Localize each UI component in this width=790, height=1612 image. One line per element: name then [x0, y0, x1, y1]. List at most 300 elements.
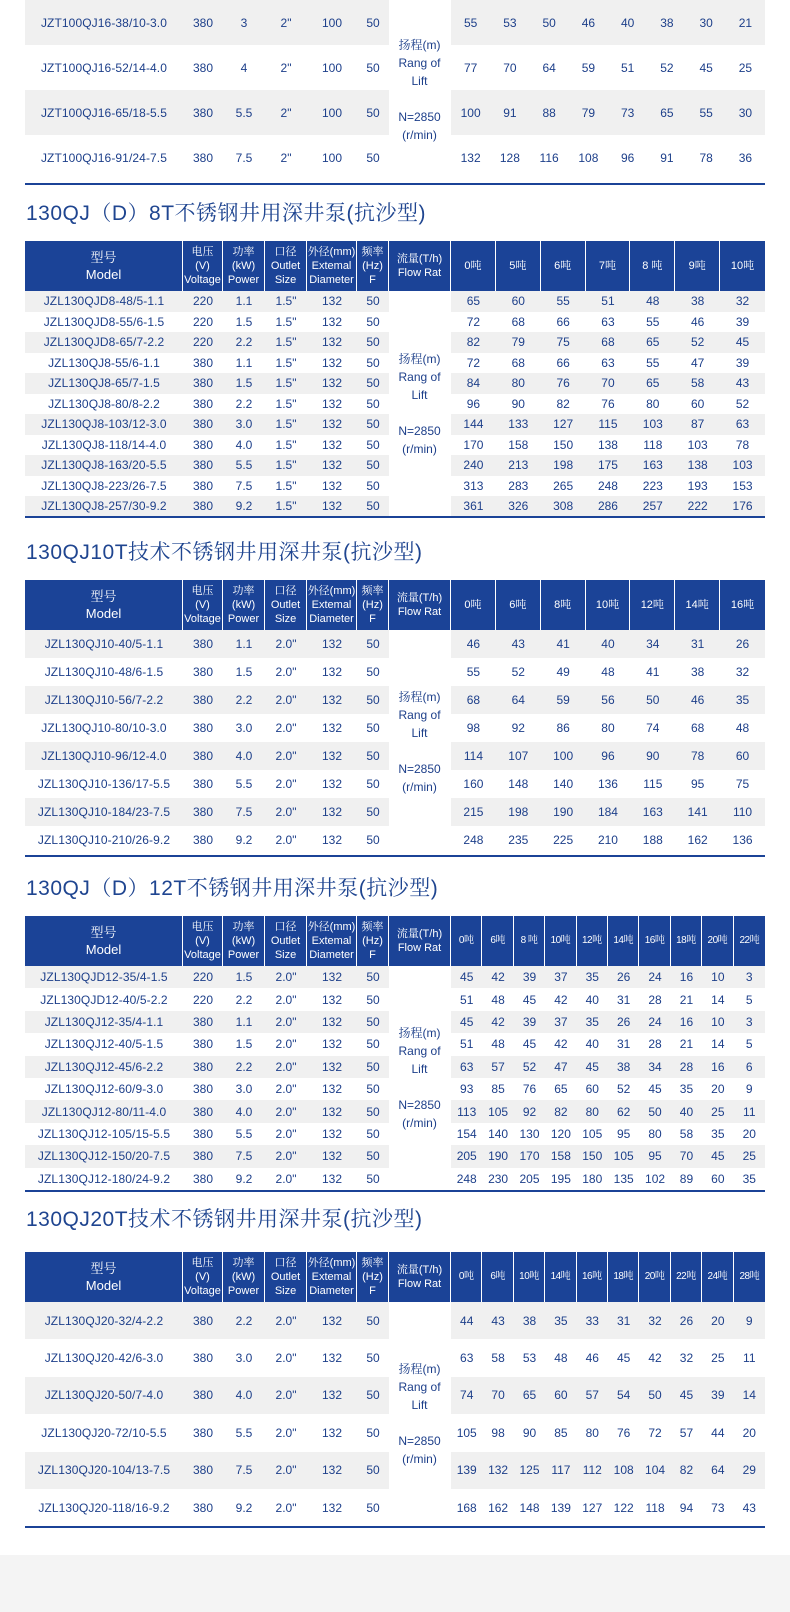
lift-label-line: 扬程(m) [398, 351, 441, 366]
header-text-line: Flow Rat [397, 606, 442, 618]
cell-diameter: 132 [307, 826, 357, 854]
cell-diameter: 132 [307, 332, 357, 353]
cell-lift-value: 138 [586, 435, 631, 456]
header-text-line: 口径 [274, 1257, 297, 1269]
header-text-line: (kW) [231, 1271, 256, 1283]
cell-lift-value: 70 [490, 45, 529, 90]
column-header-flow-rate: 0吨 [451, 916, 482, 966]
cell-diameter: 132 [307, 630, 357, 658]
lift-label-line: Rang of [398, 1043, 441, 1058]
cell-lift-value: 53 [514, 1339, 545, 1376]
header-text-line: (Hz) [362, 1271, 383, 1283]
cell-outlet: 1.5" [265, 291, 307, 312]
cell-outlet: 2.0" [265, 1011, 307, 1033]
cell-lift-value: 16 [671, 966, 702, 988]
cell-lift-value: 45 [720, 332, 765, 353]
cell-lift-value: 80 [577, 1100, 608, 1122]
cell-lift-value: 215 [451, 798, 496, 826]
cell-lift-value: 85 [482, 1078, 513, 1100]
lift-label-line: Rang of [398, 56, 441, 70]
cell-lift-value: 39 [720, 353, 765, 374]
cell-lift-value: 65 [630, 332, 675, 353]
cell-outlet: 1.5" [265, 373, 307, 394]
cell-lift-value: 72 [451, 353, 496, 374]
cell-lift-value: 51 [586, 291, 631, 312]
header-text-line: (Hz) [362, 935, 383, 947]
column-header-flow-rate: 12吨 [630, 580, 675, 630]
cell-lift-value: 38 [647, 0, 686, 45]
cell-lift-value: 257 [630, 496, 675, 517]
cell-lift-value: 14 [702, 1033, 733, 1055]
column-header-flow-rate: 22吨 [734, 916, 765, 966]
cell-hz: 50 [357, 630, 389, 658]
cell-power: 5.5 [223, 770, 265, 798]
cell-lift-value: 184 [586, 798, 631, 826]
cell-lift-value: 30 [726, 90, 765, 135]
column-header-flow-rate: 0吨 [451, 580, 496, 630]
cell-lift-value: 28 [639, 1033, 670, 1055]
column-header-flow-rate: 10吨 [545, 916, 576, 966]
cell-lift-value: 52 [675, 332, 720, 353]
cell-lift-value: 100 [451, 90, 490, 135]
table-header-row [25, 580, 765, 630]
cell-power: 1.1 [223, 630, 265, 658]
cell-hz: 50 [357, 1078, 389, 1100]
cell-lift-value: 133 [496, 414, 541, 435]
cell-lift-value: 92 [496, 714, 541, 742]
cell-lift-value: 54 [608, 1377, 639, 1414]
cell-voltage: 220 [183, 966, 223, 988]
cell-voltage: 380 [183, 1302, 223, 1339]
cell-lift-value: 51 [451, 1033, 482, 1055]
cell-diameter: 132 [307, 686, 357, 714]
column-header-diameter [307, 241, 357, 291]
cell-lift-value: 108 [569, 135, 608, 180]
lift-label-line: Lift [411, 74, 428, 88]
cell-lift-value: 64 [496, 686, 541, 714]
column-header-power [223, 241, 265, 291]
cell-lift-value: 11 [734, 1100, 765, 1122]
cell-outlet: 2.0" [265, 770, 307, 798]
cell-diameter: 132 [307, 1168, 357, 1190]
cell-lift-value: 75 [541, 332, 586, 353]
cell-lift-value: 73 [608, 90, 647, 135]
cell-hz: 50 [357, 1489, 389, 1526]
cell-model: JZL130QJ20-118/16-9.2 [25, 1489, 183, 1526]
cell-lift-value: 139 [451, 1452, 482, 1489]
cell-lift-value: 45 [639, 1078, 670, 1100]
cell-lift-value: 42 [639, 1339, 670, 1376]
cell-power: 4.0 [223, 742, 265, 770]
column-header-flow-rate: 14吨 [545, 1252, 576, 1302]
cell-voltage: 380 [183, 90, 223, 135]
cell-model: JZL130QJ8-118/14-4.0 [25, 435, 183, 456]
header-text-line: Power [227, 949, 260, 961]
section-title: 130QJ（D）8T不锈钢井用深井泵(抗沙型) [26, 202, 427, 225]
header-text-line: Size [274, 1285, 297, 1297]
cell-lift-value: 118 [630, 435, 675, 456]
cell-power: 2.2 [223, 1056, 265, 1078]
cell-lift-value: 95 [608, 1123, 639, 1145]
cell-lift-value: 52 [496, 658, 541, 686]
column-header-flow-rate: 8吨 [541, 580, 586, 630]
header-text-line: Diameter [309, 949, 354, 961]
cell-model: JZT100QJ16-38/10-3.0 [25, 0, 183, 45]
cell-lift-value: 72 [639, 1414, 670, 1451]
header-text-line: 频率 [361, 1257, 384, 1269]
header-text-line: 电压 [191, 585, 214, 597]
cell-voltage: 380 [183, 414, 223, 435]
cell-lift-value: 154 [451, 1123, 482, 1145]
column-header-flow-rate: 5吨 [496, 241, 541, 291]
cell-lift-value: 14 [734, 1377, 765, 1414]
cell-power: 9.2 [223, 1489, 265, 1526]
cell-lift-value: 76 [514, 1078, 545, 1100]
spec-table [25, 916, 765, 1190]
cell-lift-value: 55 [630, 353, 675, 374]
cell-lift-value: 96 [608, 135, 647, 180]
cell-hz: 50 [357, 966, 389, 988]
header-text-line: Extemal [311, 260, 352, 272]
cell-outlet: 2.0" [265, 742, 307, 770]
cell-lift-value: 198 [496, 798, 541, 826]
cell-lift-value: 230 [482, 1168, 513, 1190]
cell-diameter: 100 [307, 90, 357, 135]
cell-model: JZL130QJ20-72/10-5.5 [25, 1414, 183, 1451]
cell-lift-value: 47 [675, 353, 720, 374]
cell-lift-value: 43 [482, 1302, 513, 1339]
cell-lift-value: 240 [451, 455, 496, 476]
cell-power: 2.2 [223, 332, 265, 353]
column-header-flow-rate: 20吨 [639, 1252, 670, 1302]
cell-lift-value: 150 [577, 1145, 608, 1167]
column-header-outlet [265, 241, 307, 291]
cell-lift-value: 57 [671, 1414, 702, 1451]
cell-lift-value: 42 [545, 988, 576, 1010]
cell-lift-value: 35 [702, 1123, 733, 1145]
cell-diameter: 132 [307, 291, 357, 312]
header-text-line: F [369, 1285, 376, 1297]
column-header-flow-rate: 20吨 [702, 916, 733, 966]
header-text-line: Voltage [184, 949, 221, 961]
cell-lift-value: 103 [630, 414, 675, 435]
cell-lift-value: 130 [514, 1123, 545, 1145]
column-header-flow-rate: 12吨 [577, 916, 608, 966]
cell-lift-value: 65 [647, 90, 686, 135]
cell-power: 7.5 [223, 135, 265, 180]
cell-voltage: 380 [183, 798, 223, 826]
cell-voltage: 380 [183, 1123, 223, 1145]
cell-model: JZL130QJ10-56/7-2.2 [25, 686, 183, 714]
cell-lift-value: 118 [639, 1489, 670, 1526]
column-header-voltage [183, 241, 223, 291]
cell-lift-value: 68 [675, 714, 720, 742]
column-header-diameter [307, 1252, 357, 1302]
cell-lift-value: 3 [734, 1011, 765, 1033]
cell-lift-value: 58 [671, 1123, 702, 1145]
cell-lift-value: 105 [482, 1100, 513, 1122]
spec-table [25, 241, 765, 517]
cell-outlet: 2.0" [265, 1056, 307, 1078]
cell-lift-value: 98 [482, 1414, 513, 1451]
cell-lift-value: 60 [545, 1377, 576, 1414]
column-header-hz [357, 916, 389, 966]
cell-diameter: 132 [307, 394, 357, 415]
column-header-hz [357, 1252, 389, 1302]
cell-diameter: 132 [307, 798, 357, 826]
cell-power: 1.5 [223, 658, 265, 686]
cell-hz: 50 [357, 798, 389, 826]
table-row [25, 966, 765, 988]
lift-speed-label [389, 630, 451, 854]
column-header-flow-rate: 8 吨 [514, 916, 545, 966]
cell-model: JZL130QJ12-150/20-7.5 [25, 1145, 183, 1167]
cell-lift-value: 28 [671, 1056, 702, 1078]
header-text-line: Flow Rat [397, 942, 442, 954]
header-text-line: 频率 [361, 246, 384, 258]
cell-power: 1.5 [223, 1033, 265, 1055]
cell-power: 4.0 [223, 1377, 265, 1414]
cell-outlet: 1.5" [265, 414, 307, 435]
cell-lift-value: 158 [496, 435, 541, 456]
cell-outlet: 2.0" [265, 630, 307, 658]
column-header-flow-rate: 0吨 [451, 1252, 482, 1302]
lift-label-line: Lift [411, 1398, 428, 1413]
header-text-line: Diameter [309, 1285, 354, 1297]
cell-lift-value: 58 [482, 1339, 513, 1376]
cell-lift-value: 96 [451, 394, 496, 415]
cell-power: 2.2 [223, 686, 265, 714]
cell-diameter: 132 [307, 966, 357, 988]
column-header-flow [389, 241, 451, 291]
cell-lift-value: 102 [639, 1168, 670, 1190]
cell-lift-value: 3 [734, 966, 765, 988]
cell-voltage: 380 [183, 1011, 223, 1033]
header-text-line: 型号 [90, 589, 117, 604]
header-text-line: Outlet [270, 935, 301, 947]
cell-diameter: 132 [307, 1339, 357, 1376]
cell-lift-value: 59 [541, 686, 586, 714]
cell-lift-value: 104 [639, 1452, 670, 1489]
cell-lift-value: 41 [630, 658, 675, 686]
cell-power: 7.5 [223, 476, 265, 497]
cell-hz: 50 [357, 1302, 389, 1339]
column-header-power [223, 580, 265, 630]
cell-lift-value: 68 [496, 312, 541, 333]
cell-hz: 50 [357, 1011, 389, 1033]
cell-hz: 50 [357, 312, 389, 333]
cell-diameter: 132 [307, 1302, 357, 1339]
cell-lift-value: 9 [734, 1078, 765, 1100]
cell-lift-value: 90 [514, 1414, 545, 1451]
speed-label-line: (r/min) [402, 780, 437, 794]
column-header-flow-rate: 6吨 [482, 916, 513, 966]
lift-label-line: 扬程(m) [398, 1025, 441, 1040]
cell-outlet: 1.5" [265, 312, 307, 333]
cell-lift-value: 45 [577, 1056, 608, 1078]
cell-lift-value: 105 [577, 1123, 608, 1145]
header-text-line: Diameter [309, 613, 354, 625]
cell-voltage: 380 [183, 1100, 223, 1122]
column-header-flow-rate: 6吨 [482, 1252, 513, 1302]
cell-lift-value: 60 [720, 742, 765, 770]
cell-model: JZL130QJ10-210/26-9.2 [25, 826, 183, 854]
cell-lift-value: 52 [720, 394, 765, 415]
cell-model: JZL130QJ8-163/20-5.5 [25, 455, 183, 476]
cell-lift-value: 91 [490, 90, 529, 135]
cell-power: 1.1 [223, 291, 265, 312]
speed-label-line: (r/min) [402, 128, 437, 142]
header-text-line: 功率 [232, 1257, 255, 1269]
cell-lift-value: 65 [630, 373, 675, 394]
cell-lift-value: 44 [702, 1414, 733, 1451]
cell-lift-value: 163 [630, 798, 675, 826]
cell-lift-value: 35 [671, 1078, 702, 1100]
cell-lift-value: 90 [496, 394, 541, 415]
cell-outlet: 2.0" [265, 966, 307, 988]
header-text-line: Size [274, 613, 297, 625]
cell-lift-value: 20 [734, 1123, 765, 1145]
cell-lift-value: 50 [639, 1377, 670, 1414]
cell-model: JZL130QJ12-80/11-4.0 [25, 1100, 183, 1122]
table-bottom-rule [25, 516, 765, 518]
cell-hz: 50 [357, 291, 389, 312]
cell-lift-value: 326 [496, 496, 541, 517]
cell-lift-value: 31 [608, 1033, 639, 1055]
column-header-diameter [307, 580, 357, 630]
cell-lift-value: 76 [541, 373, 586, 394]
cell-lift-value: 38 [675, 291, 720, 312]
cell-lift-value: 51 [608, 45, 647, 90]
cell-hz: 50 [357, 455, 389, 476]
table-row [25, 0, 765, 45]
column-header-flow-rate: 18吨 [671, 916, 702, 966]
cell-power: 9.2 [223, 1168, 265, 1190]
table-header-row [25, 916, 765, 966]
column-header-flow-rate: 7吨 [586, 241, 631, 291]
cell-lift-value: 96 [586, 742, 631, 770]
column-header-outlet [265, 1252, 307, 1302]
cell-outlet: 2.0" [265, 714, 307, 742]
cell-voltage: 380 [183, 435, 223, 456]
cell-voltage: 380 [183, 1414, 223, 1451]
cell-power: 5.5 [223, 1414, 265, 1451]
cell-diameter: 132 [307, 1123, 357, 1145]
cell-lift-value: 40 [577, 1033, 608, 1055]
cell-model: JZL130QJ10-80/10-3.0 [25, 714, 183, 742]
cell-lift-value: 112 [577, 1452, 608, 1489]
cell-diameter: 132 [307, 658, 357, 686]
table-bottom-rule [25, 183, 765, 185]
cell-lift-value: 64 [530, 45, 569, 90]
cell-voltage: 220 [183, 312, 223, 333]
cell-voltage: 380 [183, 45, 223, 90]
cell-voltage: 380 [183, 353, 223, 374]
section-title: 130QJ10T技术不锈钢井用深井泵(抗沙型) [26, 541, 423, 564]
cell-voltage: 380 [183, 1452, 223, 1489]
header-text-line: 功率 [232, 921, 255, 933]
cell-outlet: 2.0" [265, 1339, 307, 1376]
cell-outlet: 2.0" [265, 1123, 307, 1145]
cell-lift-value: 37 [545, 1011, 576, 1033]
cell-voltage: 380 [183, 455, 223, 476]
cell-lift-value: 5 [734, 1033, 765, 1055]
cell-power: 3.0 [223, 1078, 265, 1100]
cell-outlet: 2.0" [265, 826, 307, 854]
cell-lift-value: 44 [451, 1302, 482, 1339]
cell-hz: 50 [357, 1168, 389, 1190]
label-gap [389, 742, 450, 760]
cell-voltage: 380 [183, 394, 223, 415]
speed-label-line: N=2850 [398, 1434, 441, 1449]
column-header-flow-rate: 14吨 [675, 580, 720, 630]
cell-lift-value: 113 [451, 1100, 482, 1122]
speed-label-line: (r/min) [402, 441, 437, 456]
column-header-flow-rate: 18吨 [608, 1252, 639, 1302]
cell-outlet: 2.0" [265, 1377, 307, 1414]
cell-lift-value: 66 [541, 312, 586, 333]
cell-lift-value: 42 [482, 966, 513, 988]
speed-label-line: N=2850 [398, 110, 441, 124]
cell-lift-value: 95 [675, 770, 720, 798]
header-text-line: Flow Rat [397, 1278, 442, 1290]
cell-lift-value: 35 [577, 966, 608, 988]
cell-voltage: 220 [183, 332, 223, 353]
cell-lift-value: 45 [451, 966, 482, 988]
cell-lift-value: 45 [702, 1145, 733, 1167]
cell-voltage: 380 [183, 686, 223, 714]
cell-lift-value: 30 [687, 0, 726, 45]
cell-lift-value: 74 [630, 714, 675, 742]
cell-model: JZL130QJ20-50/7-4.0 [25, 1377, 183, 1414]
cell-lift-value: 120 [545, 1123, 576, 1145]
cell-hz: 50 [357, 988, 389, 1010]
speed-label-line: (r/min) [402, 1452, 437, 1467]
cell-model: JZL130QJ8-103/12-3.0 [25, 414, 183, 435]
column-header-flow-rate: 8 吨 [630, 241, 675, 291]
cell-lift-value: 140 [482, 1123, 513, 1145]
cell-lift-value: 38 [675, 658, 720, 686]
cell-lift-value: 92 [514, 1100, 545, 1122]
cell-lift-value: 42 [545, 1033, 576, 1055]
column-header-flow-rate: 16吨 [720, 580, 765, 630]
cell-power: 7.5 [223, 1145, 265, 1167]
cell-model: JZT100QJ16-91/24-7.5 [25, 135, 183, 180]
cell-outlet: 2" [265, 90, 307, 135]
column-header-flow-rate: 6吨 [541, 241, 586, 291]
cell-lift-value: 53 [490, 0, 529, 45]
cell-lift-value: 40 [671, 1100, 702, 1122]
cell-lift-value: 65 [451, 291, 496, 312]
cell-outlet: 1.5" [265, 476, 307, 497]
header-text-line: 型号 [90, 250, 117, 265]
cell-lift-value: 225 [541, 826, 586, 854]
cell-lift-value: 188 [630, 826, 675, 854]
header-text-line: Outlet [270, 1271, 301, 1283]
cell-hz: 50 [357, 45, 389, 90]
cell-lift-value: 74 [451, 1377, 482, 1414]
cell-lift-value: 150 [541, 435, 586, 456]
table-header-row [25, 241, 765, 291]
cell-lift-value: 48 [545, 1339, 576, 1376]
cell-lift-value: 31 [608, 1302, 639, 1339]
cell-diameter: 132 [307, 476, 357, 497]
cell-lift-value: 68 [451, 686, 496, 714]
cell-lift-value: 72 [451, 312, 496, 333]
cell-lift-value: 52 [514, 1056, 545, 1078]
lift-speed-label [389, 1302, 451, 1526]
cell-lift-value: 79 [496, 332, 541, 353]
